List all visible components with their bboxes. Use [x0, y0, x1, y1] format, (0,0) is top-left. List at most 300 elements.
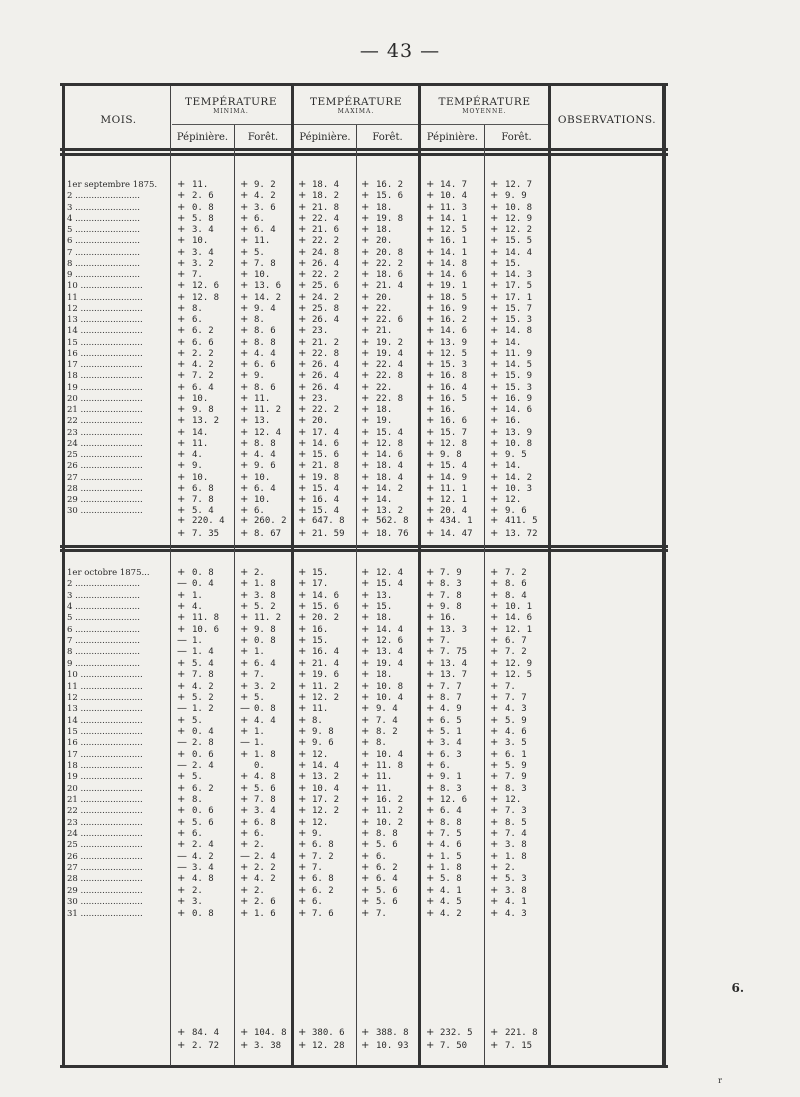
value-sign: +: [361, 494, 370, 505]
table-cell-value: 16.: [505, 416, 522, 427]
value-sign: +: [361, 737, 370, 749]
value-sign: +: [298, 612, 307, 624]
table-cell-value: 4. 2: [192, 360, 214, 370]
value-sign: +: [361, 816, 370, 828]
month-separator-2: [60, 549, 668, 552]
table-cell-value: 14. 2: [254, 292, 282, 303]
value-sign: +: [298, 460, 307, 472]
mean-sign: +: [177, 1040, 186, 1051]
table-cell-value: 4. 6: [505, 726, 527, 737]
mean-sign: +: [298, 1040, 307, 1051]
table-cell-value: 7. 5: [440, 829, 462, 840]
value-sign: +: [426, 302, 435, 314]
table-cell-value: 8. 8: [440, 817, 462, 828]
table-cell-value: 3. 5: [505, 738, 527, 749]
value-sign: +: [490, 179, 499, 190]
table-cell-value: 1. 8: [505, 851, 527, 862]
value-sign: +: [177, 336, 186, 348]
table-cell-value: 16. 9: [440, 303, 468, 314]
value-sign: +: [240, 794, 249, 805]
value-sign: +: [298, 907, 307, 919]
row-date-label: 7 ........................: [67, 636, 140, 647]
row-date-label: 4 ........................: [67, 213, 140, 224]
row-date-label: 27 .......................: [67, 863, 143, 874]
table-cell-value: 16. 4: [440, 382, 468, 393]
mean-sign: +: [426, 528, 435, 539]
table-cell-value: 7.: [254, 670, 265, 681]
value-sign: +: [298, 471, 307, 483]
value-sign: +: [240, 449, 249, 460]
table-cell-value: 15. 7: [440, 427, 468, 438]
value-sign: +: [361, 794, 370, 805]
table-cell-value: 6. 4: [254, 658, 276, 669]
table-cell-value: 6.: [254, 213, 265, 224]
table-cell-value: 2.: [254, 568, 265, 578]
value-sign: +: [361, 381, 370, 393]
table-cell-value: 2. 6: [192, 191, 214, 202]
table-cell-value: 11. 1: [440, 483, 468, 494]
value-sign: +: [240, 212, 249, 224]
value-sign: +: [298, 680, 307, 692]
table-cell-value: 11. 2: [254, 613, 282, 624]
total-value: 104. 8: [254, 1028, 287, 1038]
table-cell-value: 7. 2: [505, 647, 527, 658]
row-date-label: 21 .......................: [67, 795, 143, 805]
value-sign: +: [490, 601, 499, 613]
table-cell-value: 14. 6: [505, 405, 533, 415]
table-cell-value: 6. 2: [192, 783, 214, 794]
table-cell-value: 0. 4: [192, 726, 214, 737]
table-cell-value: 25. 8: [312, 303, 340, 314]
table-cell-value: 13. 3: [440, 624, 468, 635]
table-cell-value: 3. 4: [254, 806, 276, 817]
table-cell-value: 6.: [192, 829, 203, 840]
value-sign: +: [426, 291, 435, 303]
table-cell-value: 7. 8: [254, 795, 276, 805]
value-sign: +: [298, 805, 307, 817]
table-cell-value: 8.: [192, 795, 203, 805]
table-cell-value: 13. 9: [440, 337, 468, 348]
value-sign: +: [177, 359, 186, 370]
table-cell-value: 19. 1: [440, 281, 468, 292]
table-cell-value: 14. 4: [505, 247, 533, 258]
table-cell-value: 11.: [312, 704, 329, 715]
table-cell-value: 5.: [254, 247, 265, 258]
value-sign: +: [298, 873, 307, 885]
value-sign: +: [490, 725, 499, 737]
table-cell-value: 18.: [376, 613, 393, 624]
value-sign: +: [426, 805, 435, 817]
table-cell-value: 25. 6: [312, 281, 340, 292]
col-divider-group: [418, 86, 421, 1066]
table-cell-value: 10.: [192, 236, 209, 247]
table-cell-value: 2. 6: [254, 897, 276, 908]
table-cell-value: 12.: [505, 795, 522, 805]
value-sign: +: [177, 370, 186, 382]
value-sign: +: [177, 280, 186, 292]
value-sign: +: [490, 828, 499, 840]
value-sign: +: [240, 725, 249, 737]
table-cell-value: 14.: [505, 337, 522, 348]
value-sign: +: [240, 805, 249, 817]
table-cell-value: 7. 8: [440, 590, 462, 601]
value-sign: +: [490, 714, 499, 726]
value-sign: +: [426, 612, 435, 624]
row-date-label: 16 .......................: [67, 738, 143, 749]
value-sign: +: [426, 257, 435, 269]
value-sign: +: [240, 828, 249, 840]
table-cell-value: 9. 6: [254, 461, 276, 472]
table-cell-value: 11. 9: [505, 348, 533, 359]
value-sign: +: [361, 482, 370, 494]
value-sign: +: [177, 884, 186, 896]
table-cell-value: 8. 4: [505, 590, 527, 601]
mean-sign: +: [426, 1040, 435, 1051]
value-sign: +: [361, 449, 370, 460]
value-sign: +: [240, 325, 249, 337]
table-cell-value: 19. 4: [376, 658, 404, 669]
mean-value: 7. 50: [440, 1041, 468, 1051]
value-sign: +: [177, 190, 186, 202]
value-sign: +: [240, 873, 249, 885]
table-cell-value: 26. 4: [312, 371, 340, 382]
table-cell-value: 8. 5: [505, 817, 527, 828]
table-cell-value: 10. 8: [505, 438, 533, 449]
mean-sign: +: [177, 528, 186, 539]
table-cell-value: 14. 6: [505, 613, 533, 624]
group-rule-min: [172, 124, 291, 125]
table-cell-value: 12. 5: [505, 670, 533, 681]
value-sign: +: [177, 680, 186, 692]
table-cell-value: 8. 6: [254, 382, 276, 393]
table-cell-value: 10. 4: [376, 749, 404, 760]
table-cell-value: 8. 3: [440, 579, 462, 590]
table-cell-value: 4. 2: [254, 874, 276, 885]
table-cell-value: 13. 9: [505, 427, 533, 438]
table-cell-value: 22. 2: [312, 236, 340, 247]
table-cell-value: 7.: [376, 908, 387, 919]
total-sign: +: [361, 1027, 370, 1038]
table-cell-value: 11. 8: [192, 613, 220, 624]
table-cell-value: 10.: [192, 393, 209, 404]
value-sign: +: [177, 291, 186, 303]
table-cell-value: 5. 6: [254, 783, 276, 794]
value-sign: +: [240, 816, 249, 828]
value-sign: +: [361, 359, 370, 370]
table-cell-value: 6.: [254, 829, 265, 840]
total-value: 84. 4: [192, 1028, 220, 1038]
value-sign: +: [177, 725, 186, 737]
value-sign: +: [298, 201, 307, 213]
table-cell-value: 2.: [254, 840, 265, 851]
moy-group-header: [421, 96, 548, 115]
value-sign: +: [361, 246, 370, 258]
table-cell-value: 18. 4: [312, 180, 340, 190]
table-cell-value: 6. 6: [254, 360, 276, 370]
table-cell-value: 11. 2: [312, 681, 340, 692]
value-sign: +: [361, 235, 370, 247]
value-sign: +: [298, 224, 307, 235]
value-sign: +: [426, 669, 435, 681]
table-cell-value: 26. 4: [312, 258, 340, 269]
table-cell-value: 9. 8: [192, 405, 214, 415]
value-sign: +: [177, 269, 186, 280]
value-sign: +: [240, 224, 249, 235]
total-value: 221. 8: [505, 1028, 538, 1038]
value-sign: +: [490, 224, 499, 235]
table-cell-value: 23.: [312, 326, 329, 337]
table-cell-value: 16. 5: [440, 393, 468, 404]
table-cell-value: 12. 6: [440, 795, 468, 805]
table-cell-value: 17. 4: [312, 427, 340, 438]
table-cell-value: 7. 2: [505, 568, 527, 578]
table-cell-value: 12. 4: [376, 568, 404, 578]
table-cell-value: 15. 9: [505, 371, 533, 382]
value-sign: +: [240, 623, 249, 635]
table-cell-value: 5.: [254, 692, 265, 703]
mean-sign: +: [361, 528, 370, 539]
value-sign: +: [298, 280, 307, 292]
value-sign: +: [177, 325, 186, 337]
table-cell-value: 16. 1: [440, 236, 468, 247]
row-date-label: 1er septembre 1875.: [67, 180, 158, 190]
value-sign: +: [240, 669, 249, 681]
value-sign: +: [240, 635, 249, 647]
table-cell-value: 10. 4: [440, 191, 468, 202]
row-date-label: 8 ........................: [67, 647, 140, 658]
row-date-label: 18 .......................: [67, 760, 143, 771]
value-sign: +: [298, 325, 307, 337]
value-sign: +: [361, 325, 370, 337]
value-sign: +: [490, 471, 499, 483]
value-sign: +: [240, 884, 249, 896]
value-sign: +: [298, 257, 307, 269]
table-cell-value: 16. 2: [440, 315, 468, 325]
table-cell-value: 5. 6: [376, 840, 398, 851]
moy-group-sub: MOYENNE.: [462, 108, 507, 115]
table-cell-value: 9. 5: [505, 450, 527, 460]
value-sign: +: [490, 246, 499, 258]
table-cell-value: 10.: [254, 495, 271, 505]
value-sign: +: [240, 392, 249, 404]
table-cell-value: 14. 7: [440, 180, 468, 190]
table-cell-value: 8.: [254, 315, 265, 325]
total-sign: +: [426, 515, 435, 526]
value-sign: +: [298, 381, 307, 393]
max-group-title: TEMPÉRATURE: [310, 96, 402, 108]
table-cell-value: 4. 4: [254, 450, 276, 460]
value-sign: +: [490, 269, 499, 280]
value-sign: +: [426, 392, 435, 404]
value-sign: +: [240, 404, 249, 415]
table-cell-value: 14.: [505, 461, 522, 472]
value-sign: +: [177, 505, 186, 517]
table-cell-value: 3. 2: [254, 681, 276, 692]
value-sign: +: [298, 782, 307, 794]
table-cell-value: 4. 3: [505, 704, 527, 715]
value-sign: +: [426, 748, 435, 760]
table-cell-value: 9.: [254, 371, 265, 382]
value-sign: +: [177, 907, 186, 919]
table-cell-value: 0. 6: [192, 749, 214, 760]
value-sign: +: [361, 669, 370, 681]
row-date-label: 2 ........................: [67, 579, 140, 590]
table-cell-value: 14.: [376, 495, 393, 505]
table-cell-value: 4. 5: [440, 897, 462, 908]
value-sign: +: [426, 657, 435, 669]
value-sign: +: [298, 179, 307, 190]
value-sign: +: [490, 280, 499, 292]
value-sign: +: [361, 280, 370, 292]
table-cell-value: 14. 6: [312, 438, 340, 449]
value-sign: +: [298, 759, 307, 771]
value-sign: +: [426, 828, 435, 840]
row-date-label: 6 ........................: [67, 624, 140, 635]
table-cell-value: 16. 9: [505, 393, 533, 404]
value-sign: +: [177, 691, 186, 703]
value-sign: +: [361, 257, 370, 269]
value-sign: +: [361, 212, 370, 224]
mois-header: MOIS.: [100, 114, 137, 126]
table-cell-value: 4. 9: [440, 704, 462, 715]
value-sign: —: [240, 737, 250, 749]
table-cell-value: 15. 6: [312, 602, 340, 613]
value-sign: +: [361, 601, 370, 613]
value-sign: +: [426, 212, 435, 224]
table-cell-value: 0. 8: [254, 636, 276, 647]
value-sign: +: [240, 269, 249, 280]
table-cell-value: 12. 9: [505, 213, 533, 224]
value-sign: +: [361, 370, 370, 382]
value-sign: —: [177, 862, 187, 874]
table-cell-value: 10. 8: [505, 202, 533, 213]
table-cell-value: 7.: [505, 681, 516, 692]
table-cell-value: 5. 2: [254, 602, 276, 613]
value-sign: +: [177, 896, 186, 908]
table-cell-value: 4. 1: [505, 897, 527, 908]
table-cell-value: 6. 2: [376, 863, 398, 874]
value-sign: +: [361, 873, 370, 885]
value-sign: +: [240, 471, 249, 483]
value-sign: —: [177, 703, 187, 715]
table-cell-value: 10. 1: [505, 602, 533, 613]
col-header-foret: Forêt.: [372, 132, 403, 143]
table-cell-value: 16. 2: [376, 795, 404, 805]
table-cell-value: 14. 4: [376, 624, 404, 635]
value-sign: —: [240, 703, 250, 715]
value-sign: +: [298, 884, 307, 896]
table-cell-value: 2.: [254, 885, 265, 896]
row-date-label: 3 ........................: [67, 590, 140, 601]
value-sign: +: [361, 691, 370, 703]
value-sign: +: [298, 437, 307, 449]
table-cell-value: 22.: [376, 382, 393, 393]
value-sign: +: [490, 703, 499, 715]
value-sign: +: [490, 578, 499, 590]
value-sign: +: [177, 381, 186, 393]
value-sign: +: [240, 235, 249, 247]
table-cell-value: 11.: [192, 438, 209, 449]
table-cell-value: 9. 2: [254, 180, 276, 190]
table-cell-value: 0. 8: [192, 568, 214, 578]
mean-value: 7. 35: [192, 529, 220, 539]
value-sign: +: [426, 370, 435, 382]
value-sign: +: [177, 471, 186, 483]
value-sign: +: [426, 269, 435, 280]
value-sign: +: [298, 601, 307, 613]
table-cell-value: 2. 8: [192, 738, 214, 749]
row-date-label: 13 .......................: [67, 704, 143, 715]
value-sign: +: [298, 839, 307, 851]
value-sign: +: [240, 862, 249, 874]
value-sign: +: [298, 771, 307, 783]
table-cell-value: 2.: [192, 885, 203, 896]
table-cell-value: 14. 1: [440, 247, 468, 258]
table-cell-value: 10. 6: [192, 624, 220, 635]
value-sign: +: [490, 873, 499, 885]
table-cell-value: 18.: [376, 225, 393, 235]
value-sign: +: [490, 190, 499, 202]
value-sign: +: [177, 782, 186, 794]
value-sign: +: [426, 759, 435, 771]
row-date-label: 21 .......................: [67, 405, 143, 415]
value-sign: +: [240, 482, 249, 494]
table-cell-value: 3. 4: [192, 863, 214, 874]
value-sign: —: [177, 646, 187, 658]
table-cell-value: 12.: [312, 749, 329, 760]
value-sign: +: [298, 359, 307, 370]
table-cell-value: 6.: [440, 760, 451, 771]
value-sign: +: [490, 505, 499, 517]
table-cell-value: 3. 8: [254, 590, 276, 601]
value-sign: +: [361, 302, 370, 314]
value-sign: +: [240, 896, 249, 908]
page-number: — 43 —: [359, 40, 441, 62]
table-cell-value: 16. 2: [376, 180, 404, 190]
table-cell-value: 4. 2: [254, 191, 276, 202]
value-sign: +: [426, 680, 435, 692]
table-cell-value: 12. 8: [440, 438, 468, 449]
row-date-label: 19 .......................: [67, 772, 143, 783]
value-sign: +: [490, 782, 499, 794]
row-date-label: 20 .......................: [67, 393, 143, 404]
value-sign: +: [361, 612, 370, 624]
table-cell-value: 8. 2: [376, 726, 398, 737]
value-sign: +: [490, 449, 499, 460]
table-cell-value: 14. 2: [505, 472, 533, 483]
table-cell-value: 6. 2: [192, 326, 214, 337]
value-sign: +: [361, 201, 370, 213]
value-sign: +: [240, 426, 249, 438]
table-cell-value: 12. 8: [376, 438, 404, 449]
value-sign: +: [298, 404, 307, 415]
col-header-pepiniere: Pépinière.: [426, 132, 479, 143]
row-date-label: 26 .......................: [67, 461, 143, 472]
table-cell-value: 5. 1: [440, 726, 462, 737]
value-sign: +: [177, 623, 186, 635]
value-sign: +: [298, 623, 307, 635]
value-sign: +: [240, 314, 249, 325]
table-bottom-rule: [60, 1065, 668, 1068]
table-cell-value: 16.: [440, 613, 457, 624]
table-cell-value: 22. 8: [376, 371, 404, 382]
table-cell-value: 8. 3: [505, 783, 527, 794]
table-cell-value: 6. 6: [192, 337, 214, 348]
table-cell-value: 12. 2: [505, 225, 533, 235]
table-cell-value: 15.: [312, 568, 329, 578]
row-date-label: 29 .......................: [67, 885, 143, 896]
table-cell-value: 1. 8: [254, 579, 276, 590]
